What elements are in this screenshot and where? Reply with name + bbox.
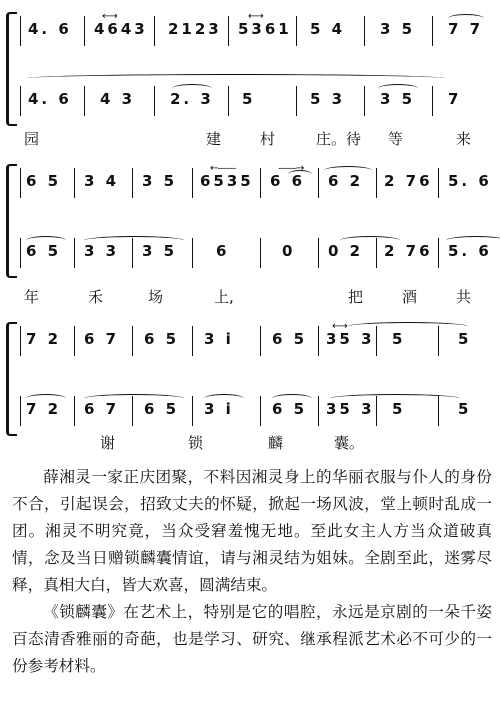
measure: 0 2 [328,242,364,260]
lyric: 麟 [268,434,284,452]
measure: 4 3 [100,90,136,108]
lyric: 酒 [402,288,418,306]
measure: 6 5 [272,400,308,418]
measure: 5 [242,90,256,108]
system-brace [6,164,17,278]
score-system-2 [6,160,494,310]
lyric: 共 [456,288,472,306]
measure: 2123 [168,20,222,38]
measure: 2 76 [384,172,433,190]
arrow-mark: ——→ [278,163,304,174]
measure: 6 5 [144,330,180,348]
paragraph-art: 《锁麟囊》在艺术上，特别是它的唱腔，永远是京剧的一朵千姿百态清香雅丽的奇葩，也是学习、研究、继承程派艺术必不可少的一份参考材料。 [12,603,492,675]
measure: 4643 [94,20,148,38]
slur [26,74,446,83]
measure: 4. 6 [28,90,72,108]
measure: 5 4 [310,20,346,38]
measure: 6 5 [26,242,62,260]
measure: 7 2 [26,400,62,418]
score-system-1 [6,8,494,153]
lyric: 上, [214,288,234,306]
lyric: 谢 [100,434,116,452]
lyric: 来 [456,130,472,148]
measure: 6 5 [272,330,308,348]
measure: 6 7 [84,330,120,348]
lyrics-row [20,286,494,308]
arrow-mark: ←→ [248,11,263,22]
measure: 6 7 [84,400,120,418]
lyric: 年 [24,288,40,306]
system-brace [6,322,17,436]
measure: 7 2 [26,330,62,348]
measure: 3 i [204,330,234,348]
measure: 3 5 [380,90,416,108]
lyric: 庄。待 [316,130,362,148]
measure: 5 [458,400,472,418]
measure: 6 [216,242,230,260]
staff-row-upper [20,320,494,360]
score-system-3 [6,318,494,460]
staff-row-upper [20,162,494,202]
measure: 3 5 [142,242,178,260]
measure: 6535 [200,172,254,190]
lyric: 园 [24,130,40,148]
paragraph-plot: 薛湘灵一家正庆团聚，不料因湘灵身上的华丽衣服与仆人的身份不合，引起误会，招致丈夫的怀疑，掀起一场风波，堂上顿时乱成一团。湘灵不明究竟，当众受窘羞愧无地。至此女主人方当众道破真情，念及当日赠锁麟囊情谊，请与湘灵结为姐妹。全剧至此，迷雾尽释，真相大白，皆大欢喜，圆满结束。 [12,468,492,594]
arrow-mark: ←→ [332,321,347,332]
lyric: 把 [348,288,364,306]
lyric: 禾 [88,288,104,306]
staff-row-upper [20,10,494,50]
arrow-mark: ←—— [210,163,236,174]
measure: 7 7 [448,20,484,38]
measure: 5. 6 [448,172,492,190]
lyrics-row [20,432,494,454]
lyric: 锁 [188,434,204,452]
measure: 5 [392,330,406,348]
lyric: 场 [148,288,164,306]
measure: 3 3 [84,242,120,260]
measure: 5. 6 [448,242,492,260]
system-brace [6,12,17,126]
measure: 5 [458,330,472,348]
staff-row-lower [20,80,494,120]
measure: 35 3 [326,400,375,418]
description-text [12,464,492,680]
measure: 3 5 [142,172,178,190]
lyric: 囊。 [334,434,365,452]
lyric: 村 [260,130,276,148]
measure: 3 i [204,400,234,418]
measure: 7 [448,90,462,108]
staff-row-lower [20,390,494,430]
measure: 4. 6 [28,20,72,38]
measure: 5 [392,400,406,418]
measure: 6 5 [144,400,180,418]
measure: 6 5 [26,172,62,190]
measure: 6 2 [328,172,364,190]
lyrics-row [20,128,494,150]
measure: 6 6 [270,172,306,190]
measure: 35 3 [326,330,375,348]
lyric: 等 [388,130,404,148]
measure: 3 4 [84,172,120,190]
measure: 0 [282,242,296,260]
lyric: 建 [206,130,222,148]
measure: 5 3 [310,90,346,108]
measure: 5361 [238,20,292,38]
measure: 2. 3 [170,90,214,108]
arrow-mark: ←→ [102,11,117,22]
measure: 3 5 [380,20,416,38]
measure: 2 76 [384,242,433,260]
staff-row-lower [20,232,494,272]
